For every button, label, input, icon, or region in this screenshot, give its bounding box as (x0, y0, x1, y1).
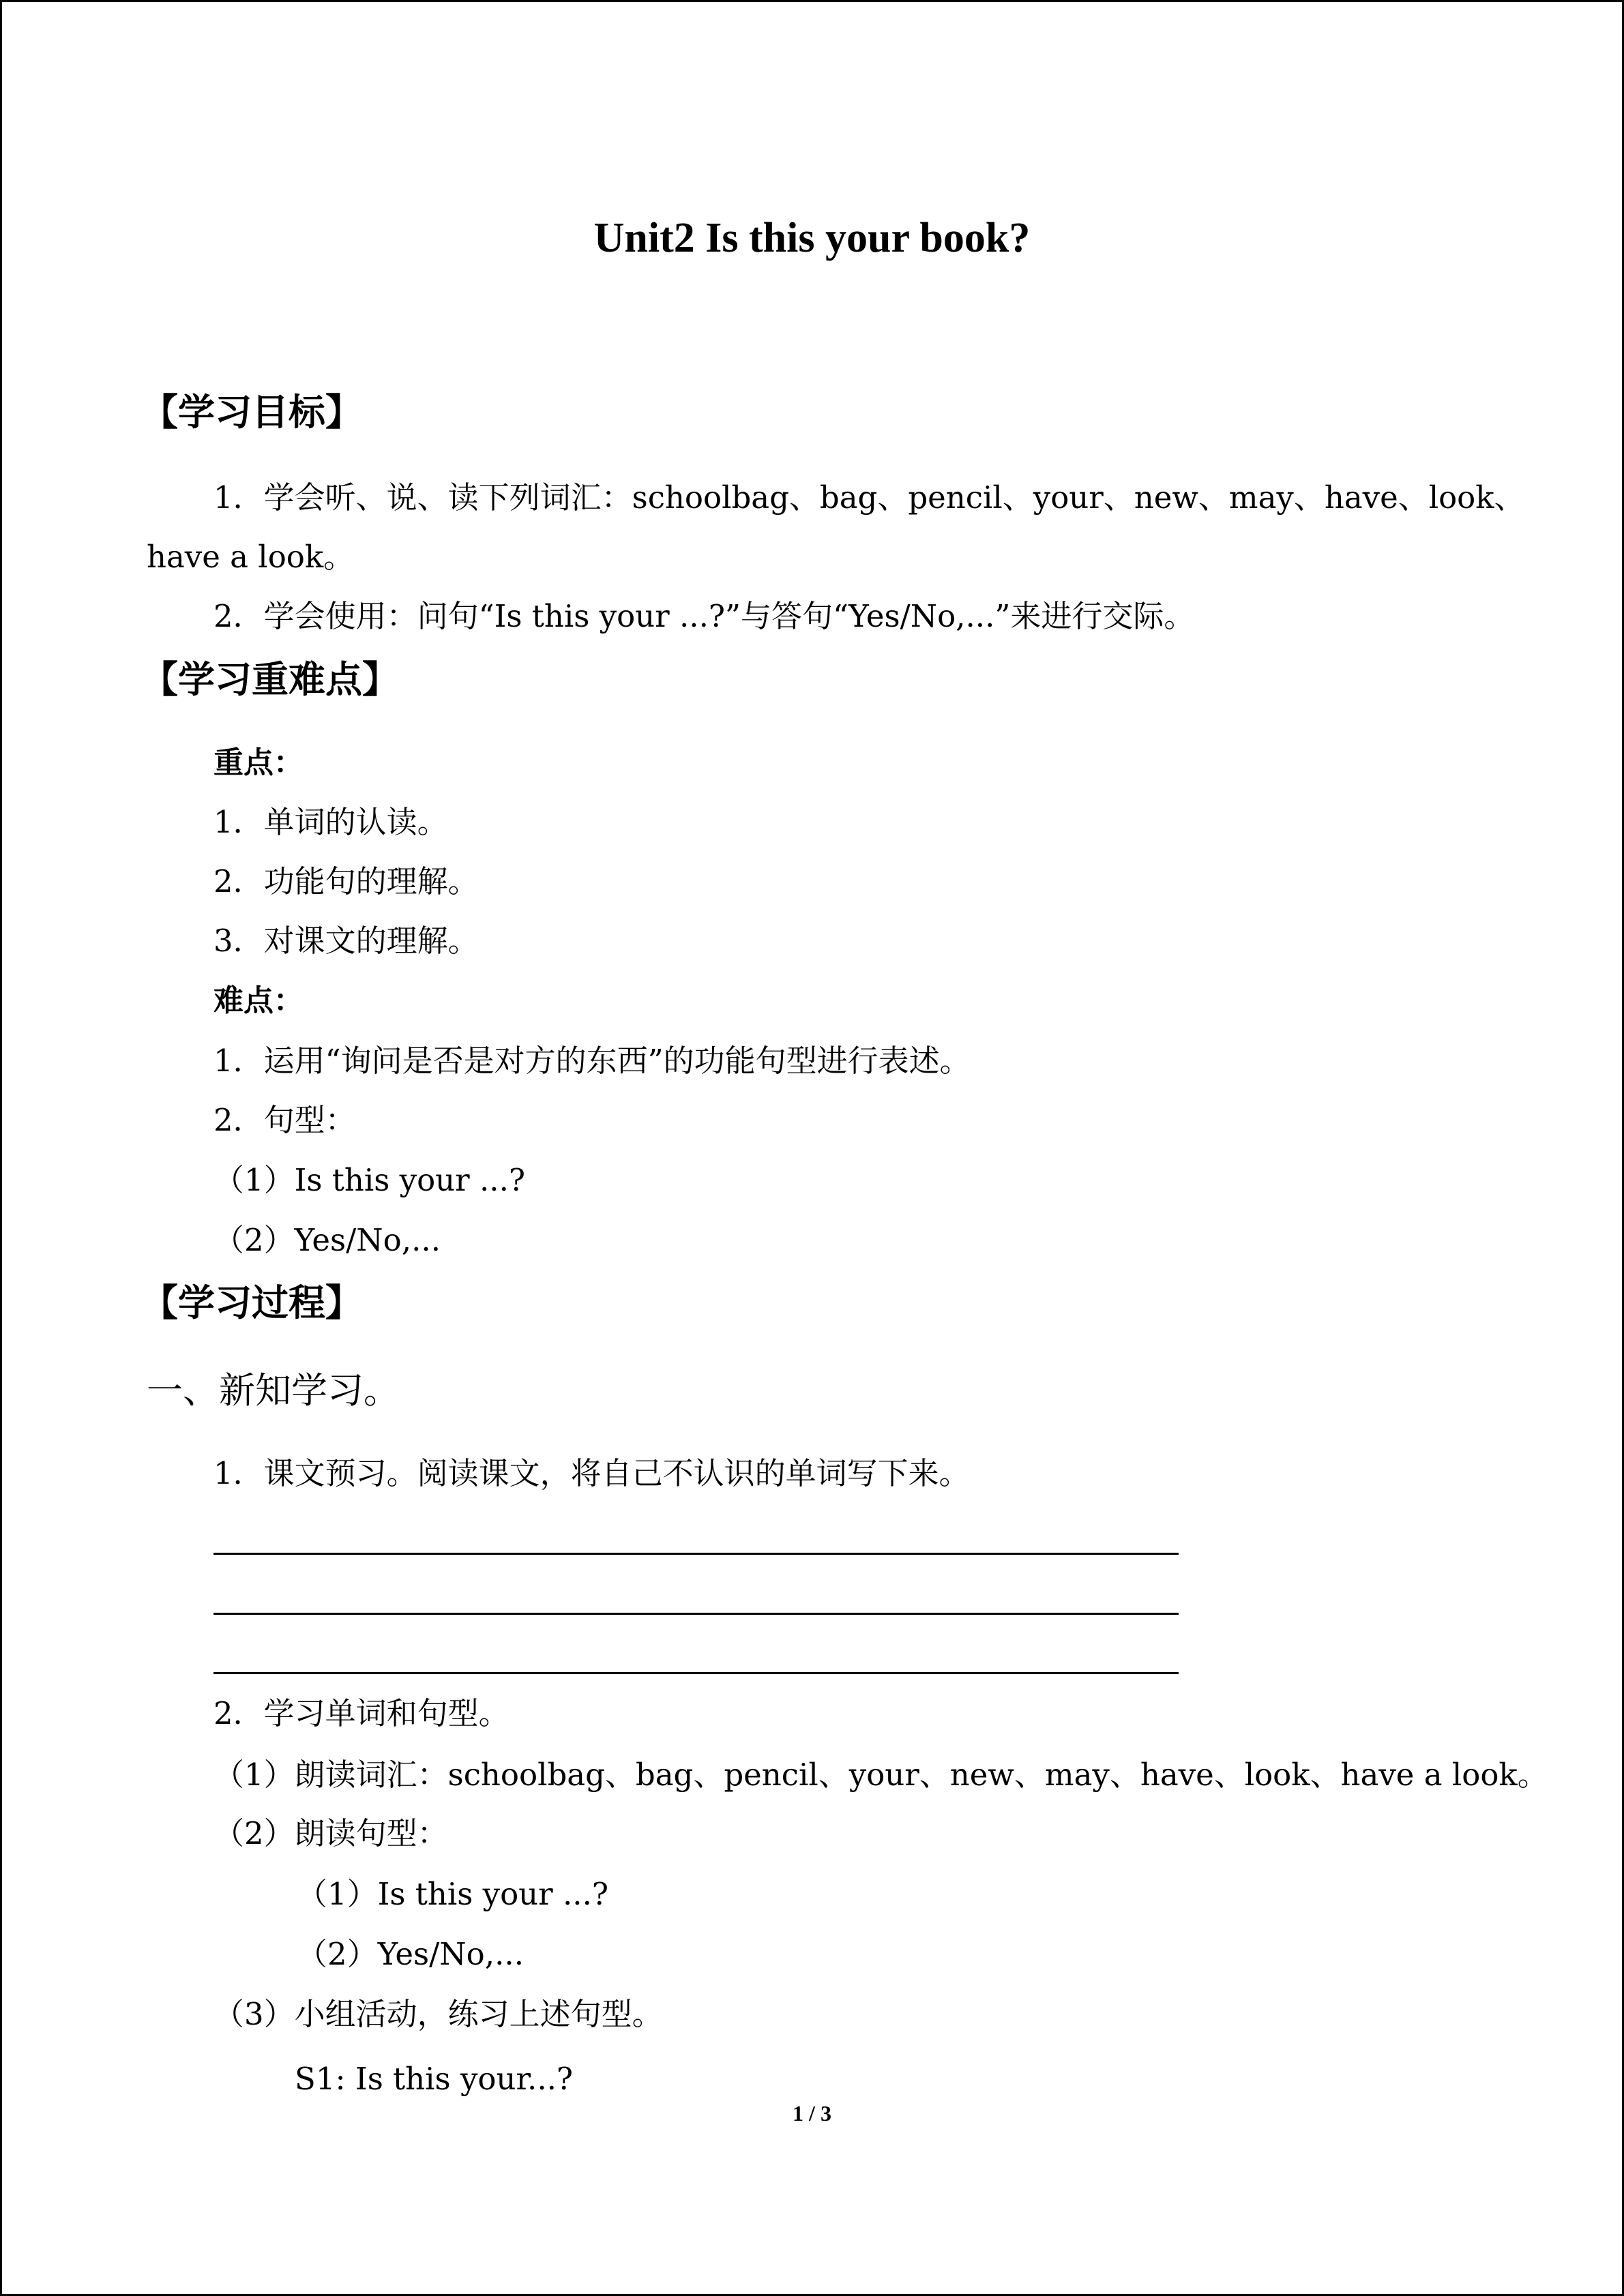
part-1-heading: 一、新知学习。 (147, 1370, 400, 1412)
sub-step-1: （1）朗读词汇：schoolbag、bag、pencil、your、new、may、have、look、have a look。 (213, 1757, 1548, 1793)
focus-item-1: 1．单词的认读。 (213, 804, 448, 840)
answer-line-2[interactable] (213, 1613, 1179, 1615)
dialog-line: S1: Is this your...? (295, 2061, 574, 2097)
difficulty-item-1: 1．运用“询问是否是对方的东西”的功能句型进行表述。 (213, 1043, 971, 1079)
answer-line-3[interactable] (213, 1672, 1179, 1674)
sub-step-3: （3）小组活动，练习上述句型。 (213, 1996, 663, 2032)
objective-1-line2: have a look。 (147, 539, 355, 575)
focus-item-2: 2．功能句的理解。 (213, 863, 479, 899)
difficulty-item-2: 2．句型： (213, 1102, 356, 1138)
difficulty-label: 难点： (213, 983, 304, 1018)
pattern-2: （2）Yes/No,... (213, 1222, 441, 1258)
focus-item-3: 3．对课文的理解。 (213, 923, 479, 959)
step-2: 2．学习单词和句型。 (213, 1695, 510, 1731)
sub-pattern-1: （1）Is this your ...? (297, 1876, 609, 1912)
pattern-1: （1）Is this your ...? (213, 1162, 526, 1198)
sub-step-2: （2）朗读句型： (213, 1815, 448, 1851)
objective-1-line1: 1．学会听、说、读下列词汇：schoolbag、bag、pencil、your、new、may、have、look、 (213, 479, 1525, 516)
objectives-heading: 【学习目标】 (141, 391, 362, 434)
focus-label: 重点： (213, 745, 304, 780)
sub-pattern-2: （2）Yes/No,... (297, 1936, 524, 1972)
objective-2: 2．学会使用：问句“Is this your ...?”与答句“Yes/No,...”来进行交际。 (213, 598, 1195, 634)
step-1: 1．课文预习。阅读课文，将自己不认识的单词写下来。 (213, 1455, 970, 1491)
document-title: Unit2 Is this your book? (593, 215, 1031, 261)
process-heading: 【学习过程】 (141, 1281, 362, 1324)
page-number: 1 / 3 (793, 2101, 831, 2126)
answer-line-1[interactable] (213, 1553, 1179, 1555)
key-points-heading: 【学习重难点】 (141, 658, 399, 701)
